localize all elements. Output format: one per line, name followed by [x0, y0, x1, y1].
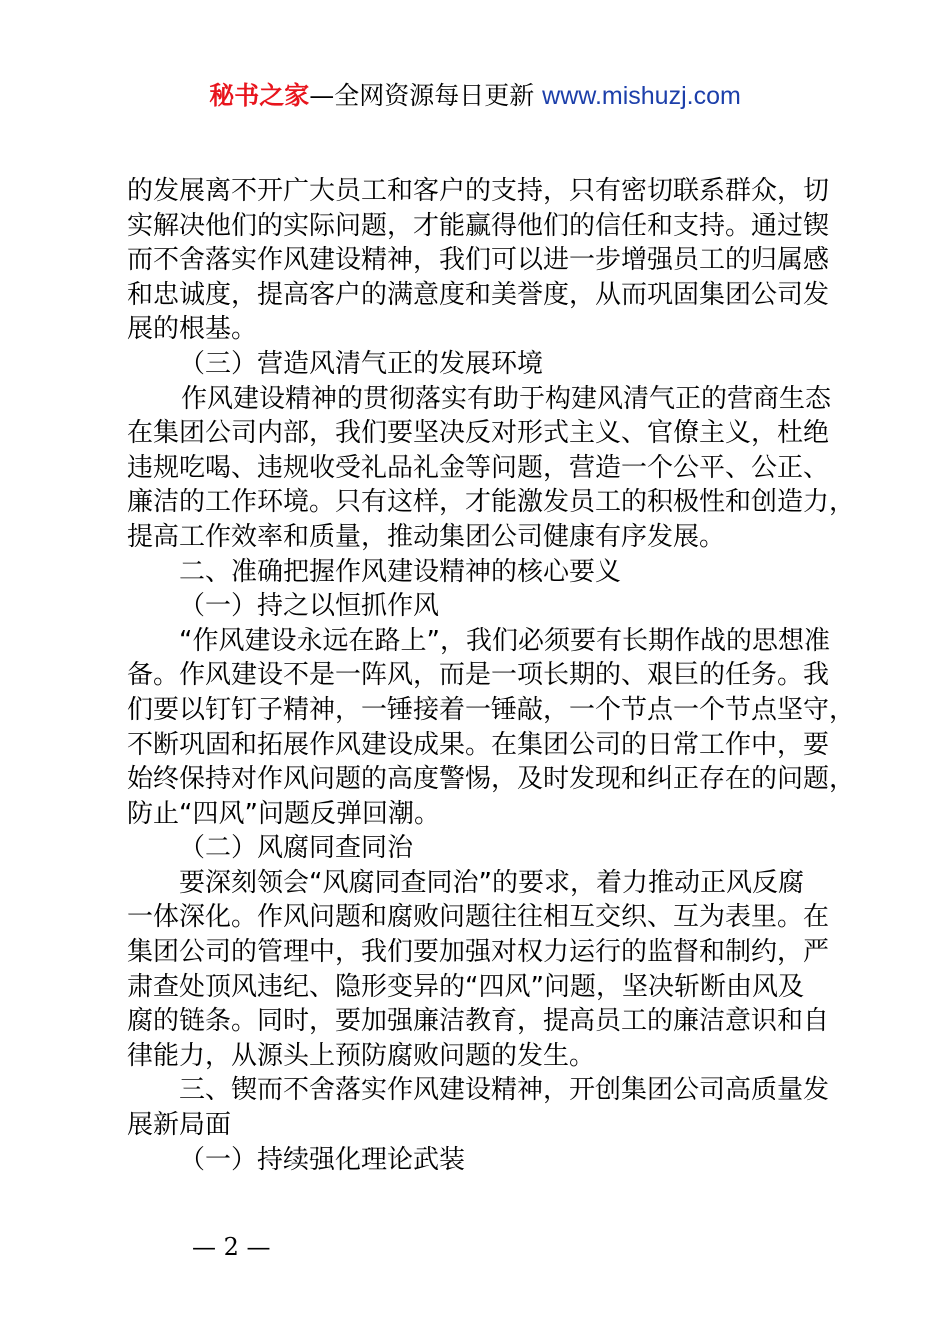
chapter-heading: 二、准确把握作风建设精神的核心要义 [179, 556, 622, 587]
paragraph-line: 不断巩固和拓展作风建设成果。在集团公司的日常工作中，要 [127, 729, 830, 760]
paragraph-line: 和忠诚度，提高客户的满意度和美誉度，从而巩固集团公司发 [127, 279, 830, 310]
paragraph-line: 腐的链条。同时，要加强廉洁教育，提高员工的廉洁意识和自 [127, 1006, 830, 1037]
brand-name: 秘书之家 [209, 81, 310, 110]
paragraph-line: 律能力，从源头上预防腐败问题的发生。 [127, 1040, 596, 1071]
paragraph-line: 违规吃喝、违规收受礼品礼金等问题，营造一个公平、公正、 [127, 452, 830, 483]
paragraph-line: 肃查处顶风违纪、隐形变异的“四风”问题，坚决斩断由风及 [127, 971, 804, 1002]
paragraph-line: 备。作风建设不是一阵风，而是一项长期的、艰巨的任务。我 [127, 660, 830, 691]
section-heading: （一）持续强化理论武装 [179, 1144, 466, 1175]
site-header [0, 80, 950, 112]
paragraph-line: 展的根基。 [127, 314, 258, 345]
paragraph-line: 而不舍落实作风建设精神，我们可以进一步增强员工的归属感 [127, 245, 830, 276]
paragraph-line: 提高工作效率和质量，推动集团公司健康有序发展。 [127, 521, 726, 552]
paragraph-line: 一体深化。作风问题和腐败问题往往相互交织、互为表里。在 [127, 902, 830, 933]
paragraph-line: 的发展离不开广大员工和客户的支持，只有密切联系群众，切 [127, 176, 830, 206]
section-heading: （一）持之以恒抓作风 [179, 591, 440, 622]
paragraph-line: 在集团公司内部，我们要坚决反对形式主义、官僚主义，杜绝 [127, 418, 830, 449]
paragraph-line: 集团公司的管理中，我们要加强对权力运行的监督和制约，严 [127, 937, 830, 968]
paragraph-line: 要深刻领会“风腐同查同治”的要求，着力推动正风反腐 [179, 867, 804, 898]
header-slogan: —全网资源每日更新 [309, 81, 543, 110]
chapter-heading: 三、锲而不舍落实作风建设精神，开创集团公司高质量发 [179, 1075, 830, 1106]
paragraph-line: “作风建设永远在路上”，我们必须要有长期作战的思想准 [179, 625, 830, 656]
paragraph-line: 们要以钉钉子精神，一锤接着一锤敲，一个节点一个节点坚守， [127, 694, 856, 725]
page-number: — 2 — [192, 1233, 271, 1261]
paragraph-line: 廉洁的工作环境。只有这样，才能激发员工的积极性和创造力， [127, 487, 856, 518]
paragraph-line: 实解决他们的实际问题，才能赢得他们的信任和支持。通过锲 [127, 210, 830, 241]
chapter-heading-continued: 展新局面 [127, 1110, 232, 1141]
paragraph-line: 作风建设精神的贯彻落实有助于构建风清气正的营商生态 [181, 383, 832, 414]
section-heading: （二）风腐同查同治 [179, 833, 414, 864]
paragraph-line: 始终保持对作风问题的高度警惕，及时发现和纠正存在的问题， [127, 764, 856, 795]
section-heading: （三）营造风清气正的发展环境 [179, 348, 544, 379]
paragraph-line: 防止“四风”问题反弹回潮。 [127, 798, 440, 829]
site-url-link[interactable]: www.mishuzj.com [542, 82, 741, 110]
document-body [127, 174, 855, 1177]
